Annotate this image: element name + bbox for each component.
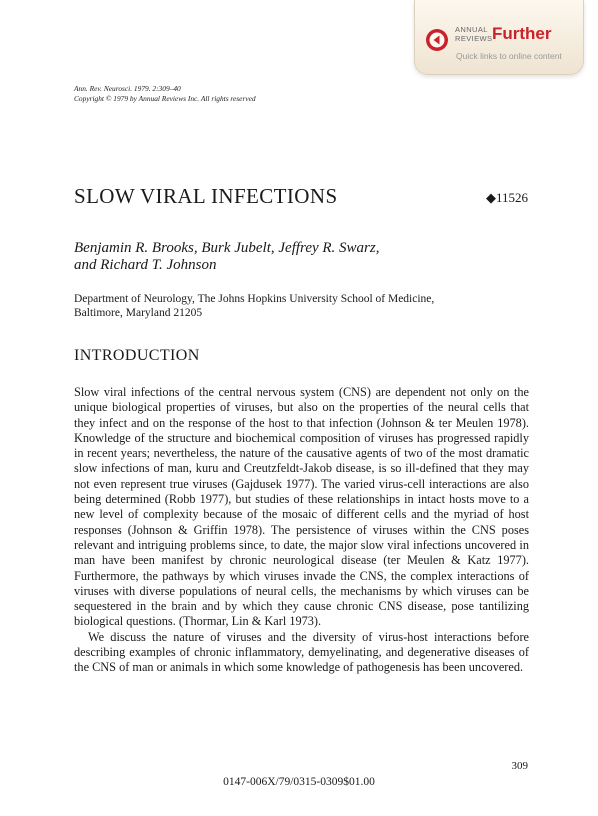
authors-line: and Richard T. Johnson [74,257,217,273]
article-title: SLOW VIRAL INFECTIONS [74,184,338,208]
footer-code: 0147-006X/79/0315-0309$01.00 [223,776,375,788]
page-number: 309 [511,760,528,772]
annual-reviews-logo-icon [425,28,449,52]
body-text [74,385,529,676]
section-heading: INTRODUCTION [74,347,200,364]
affiliation-line: Baltimore, Maryland 21205 [74,307,203,319]
paragraph: Slow viral infections of the central nervous system (CNS) are dependent not only on the unique biological properties of viruses, but also on the properties of the neural cells that they infect and on the response of the host to that infection (Johnson & ter Meulen 1978). Knowledge of the structure and biochemical composition of viruses has progressed rapidly in recent years; nevertheless, the nature of the causative agents of two of the most dramatic slow infections of man, kuru and Creutzfeldt-Jakob disease, is so ill-defined that they may not even represent true viruses (Gajdusek 1977). The varied virus-cell interactions are also being determined (Robb 1977), but studies of these relationships in intact hosts move to a new level of complexity because of the mosaic of different cells and the myriad of host responses (Johnson & Griffin 1978). The persistence of viruses within the CNS poses relevant and intriguing problems since, to date, the major slow viral infections uncovered in man have been manifest by chronic neurological disease (ter Meulen & Katz 1977). Furthermore, the pathways by which viruses invade the CNS, the complex interactions of viruses with diverse populations of neural cells, the mechanisms by which viruses can be sequestered in the brain and by which they cause chronic CNS disease, pose tantilizing biological questions. (Thormar, Lin & Karl 1973). [74,385,529,629]
article-index-number: ◆11526 [485,190,528,205]
citation-line: Ann. Rev. Neurosci. 1979. 2:309–40 [74,84,181,93]
annual-reviews-wordmark [455,26,491,43]
author-affiliation [74,292,534,320]
authors-line: Benjamin R. Brooks, Burk Jubelt, Jeffrey R. Swarz, [74,240,380,256]
reviews-label: REVIEWS [455,33,493,43]
author-list [74,240,534,274]
annual-label: ANNUAL [455,25,488,34]
further-banner[interactable] [414,0,584,75]
further-subtitle: Quick links to online content [456,51,562,61]
journal-citation [74,84,256,104]
further-label[interactable]: Further [492,24,552,43]
paragraph: We discuss the nature of viruses and the diversity of virus-host interactions before describing examples of chronic inflammatory, demyelinating, and degenerative diseases of the CNS of man or animals in which some knowledge of pathogenesis has been uncovered. [74,629,529,675]
affiliation-line: Department of Neurology, The Johns Hopkins University School of Medicine, [74,293,435,305]
copyright-line: Copyright © 1979 by Annual Reviews Inc. All rights reserved [74,94,256,103]
